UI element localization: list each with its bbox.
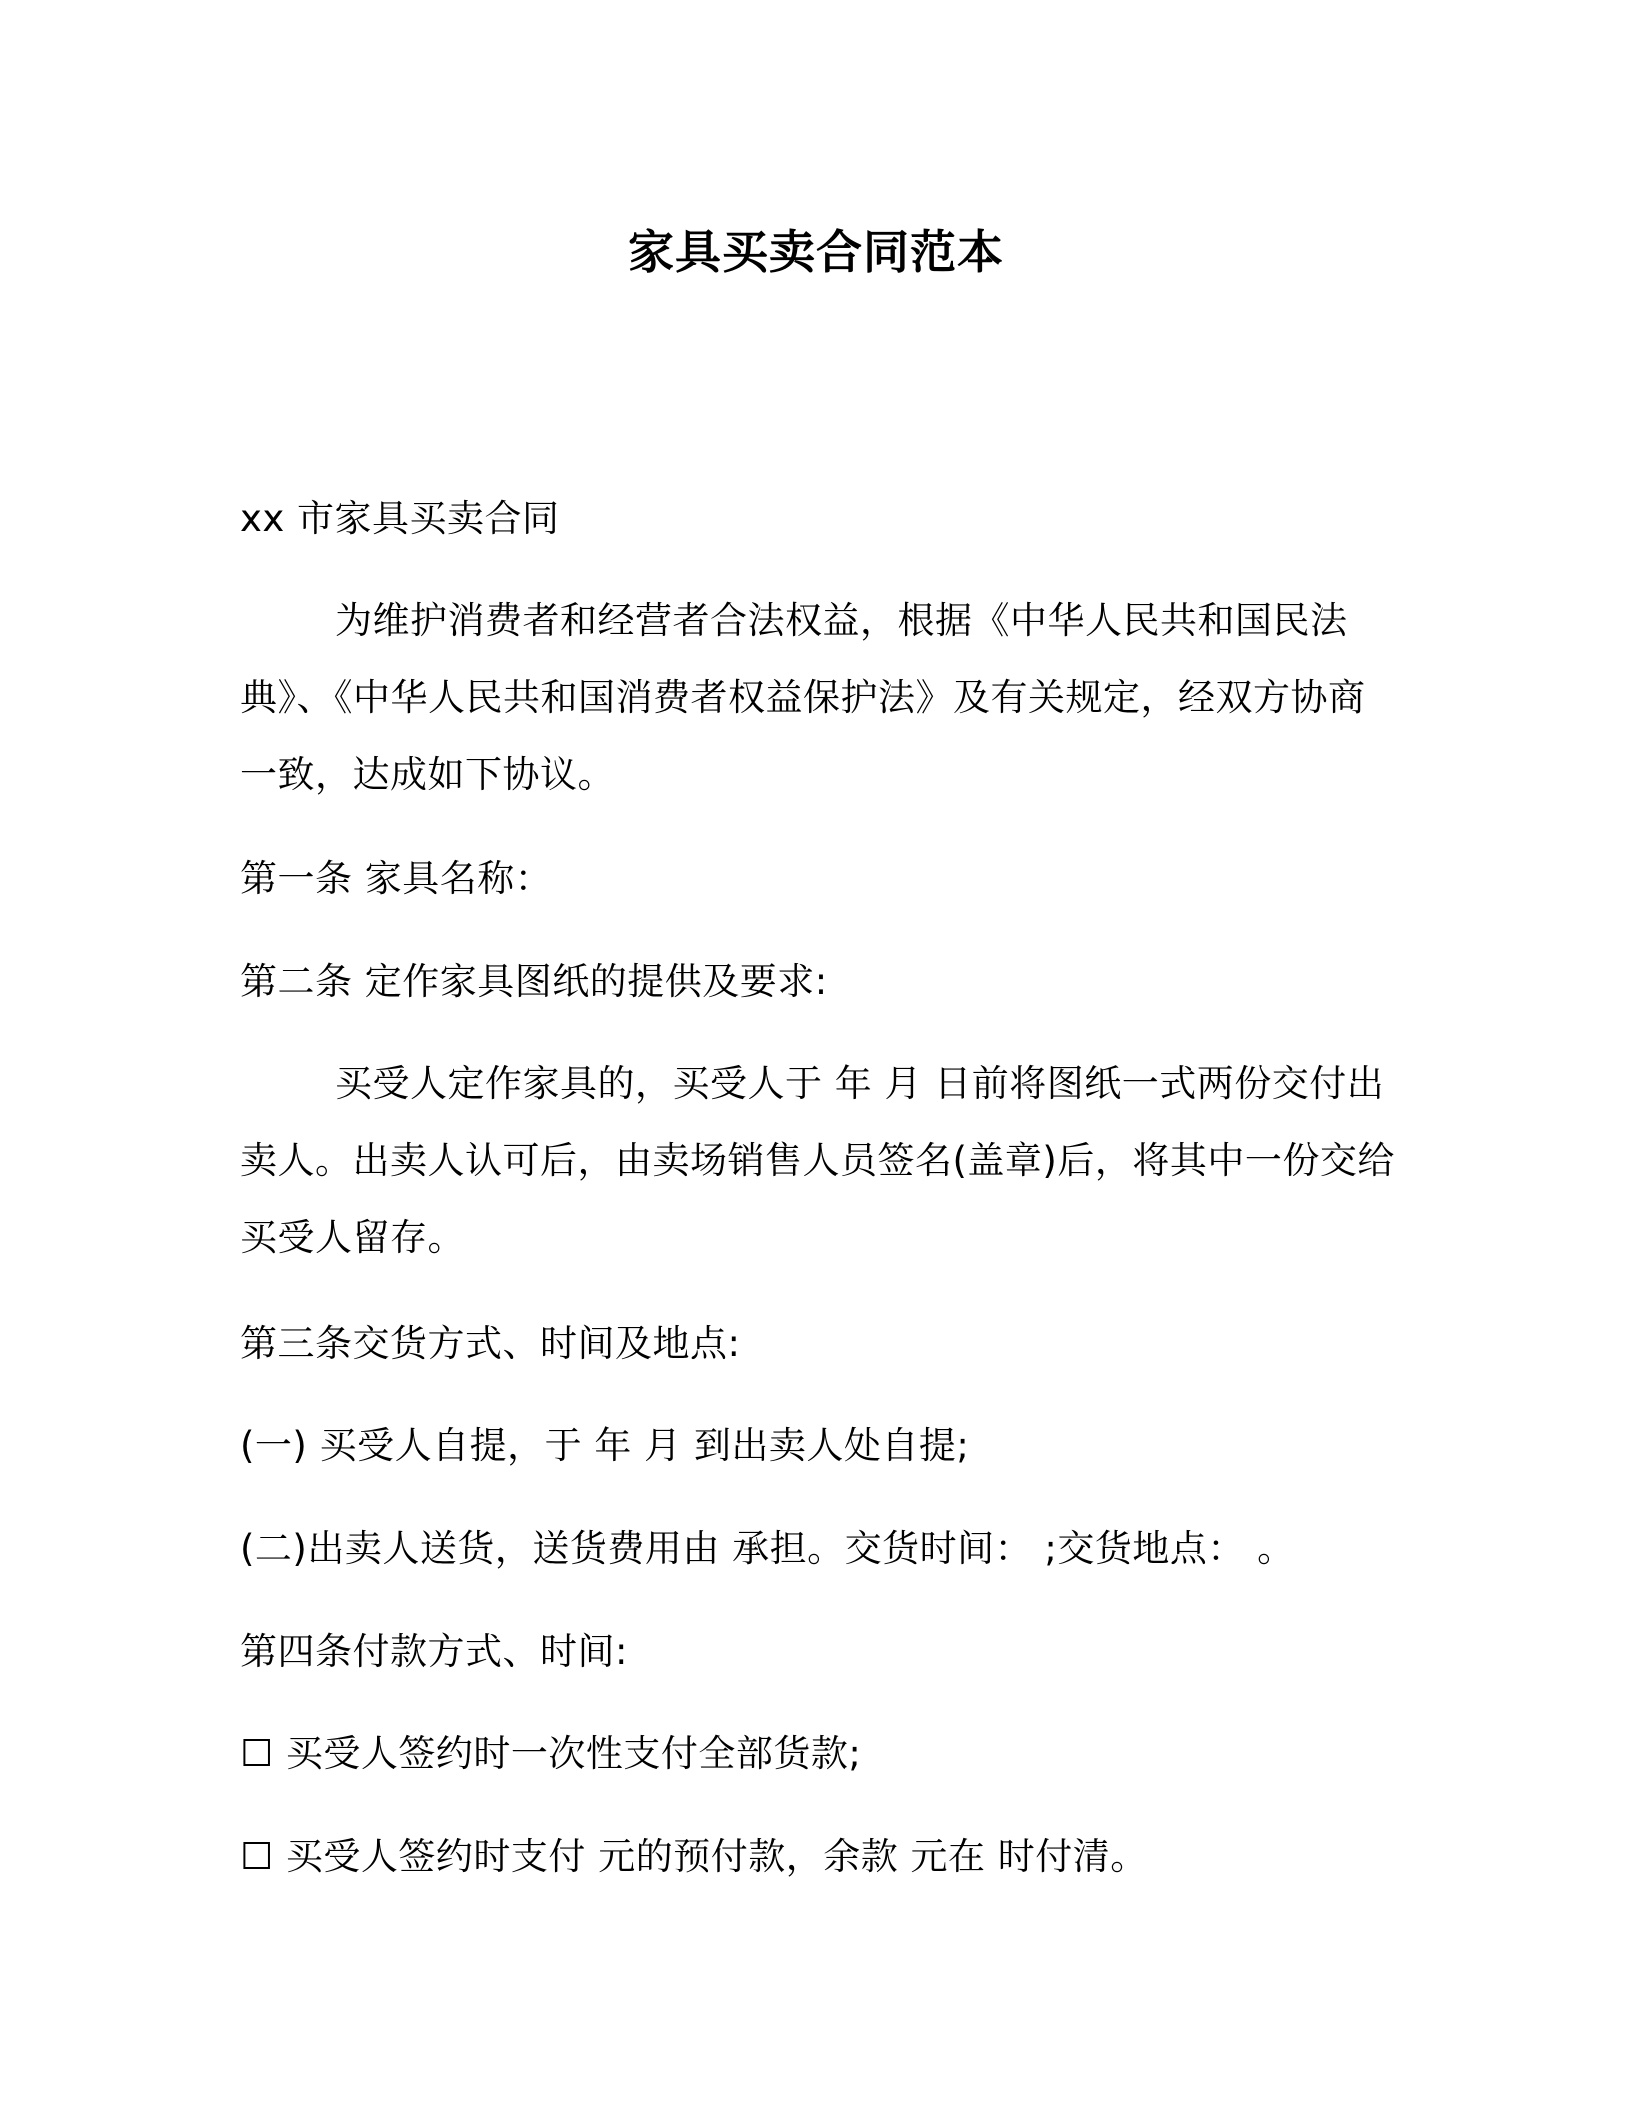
article-3-item-2: (二)出卖人送货，送货费用由 承担。交货时间： ;交货地点： 。 xyxy=(240,1527,1295,1570)
article-3-item-1: (一) 买受人自提，于 年 月 到出卖人处自提; xyxy=(240,1424,970,1467)
article-3-heading: 第三条交货方式、时间及地点: xyxy=(240,1322,741,1365)
contract-subtitle: xx 市家具买卖合同 xyxy=(240,497,560,540)
document-title: 家具买卖合同范本 xyxy=(628,225,1004,279)
article-2-paragraph: 买受人定作家具的，买受人于 年 月 日前将图纸一式两份交付出卖人。出卖人认可后，由卖场销售人员签名(盖章)后，将其中一份交给买受人留存。 xyxy=(240,1062,1395,1259)
article-2-heading: 第二条 定作家具图纸的提供及要求: xyxy=(240,960,828,1003)
article-1-heading: 第一条 家具名称： xyxy=(240,857,553,900)
article-4-option-2: ☐ 买受人签约时支付 元的预付款，余款 元在 时付清。 xyxy=(240,1835,1148,1878)
article-4-option-1: ☐ 买受人签约时一次性支付全部货款; xyxy=(240,1732,862,1775)
article-4-heading: 第四条付款方式、时间: xyxy=(240,1630,628,1673)
preamble-paragraph: 为维护消费者和经营者合法权益，根据《中华人民共和国民法典》、《中华人民共和国消费者权益保护法》及有关规定，经双方协商一致，达成如下协议。 xyxy=(240,599,1366,796)
